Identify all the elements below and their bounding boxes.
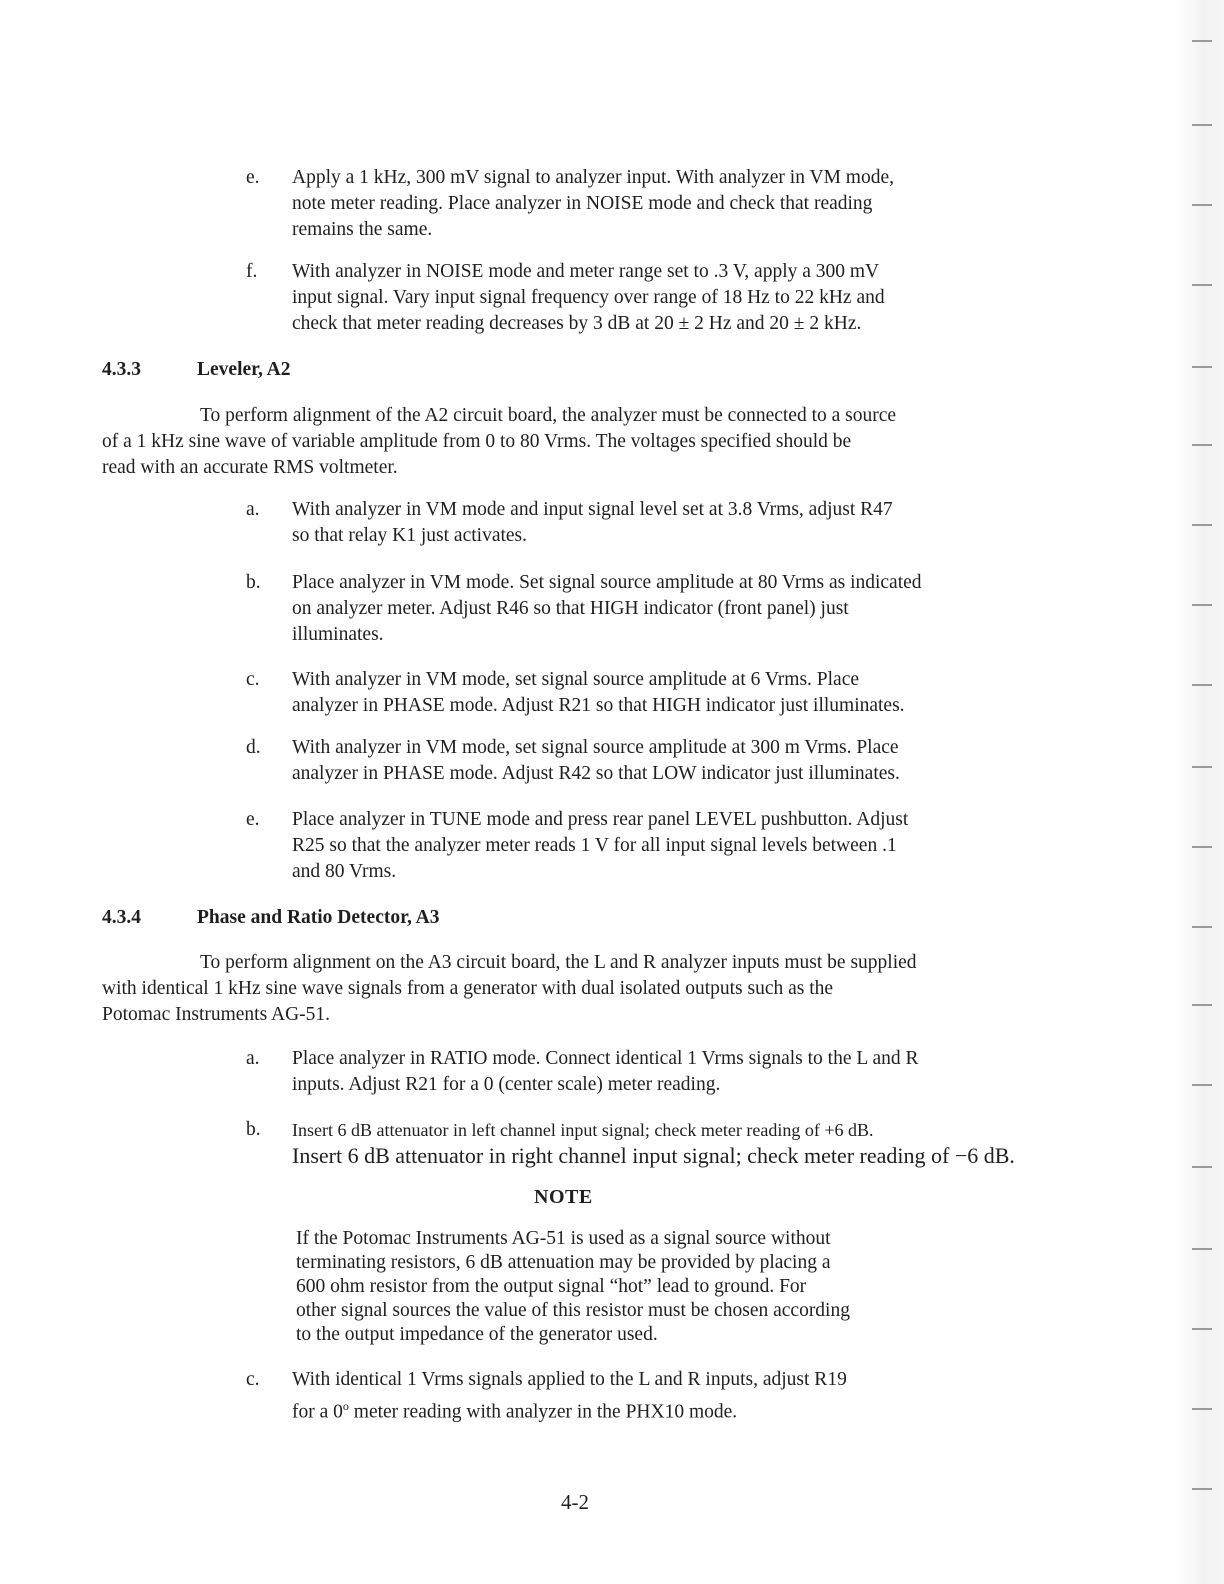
edge-tick [1192,1166,1212,1168]
degree-superscript: o [342,1399,349,1413]
text-line: on analyzer meter. Adjust R46 so that HIGH indicator (front panel) just [292,598,849,619]
text-line: With analyzer in VM mode, set signal source amplitude at 300 m Vrms. Place [292,737,899,758]
text-line: Insert 6 dB attenuator in left channel input signal; check meter reading of +6 dB. [292,1120,874,1140]
section-heading [102,357,291,383]
step-text [292,165,1052,243]
text-fragment: meter reading with analyzer in the PHX10 mode. [348,1401,738,1423]
step-item [246,165,1066,243]
note-title: NOTE [534,1186,593,1208]
step-item [246,807,1066,885]
text-line: With analyzer in NOISE mode and meter range set to .3 V, apply a 300 mV [292,261,880,282]
edge-tick [1192,1328,1212,1330]
step-letter: e. [246,809,260,830]
text-line: other signal sources the value of this resistor must be chosen according [296,1300,850,1321]
text-line: R25 so that the analyzer meter reads 1 V for all input signal levels between .1 [292,835,897,856]
step-letter: d. [246,737,261,758]
step-text [292,735,1052,787]
edge-tick [1192,204,1212,206]
step-letter: e. [246,167,260,188]
section-heading [102,905,439,931]
text-line: input signal. Vary input signal frequency over range of 18 Hz to 22 kHz and [292,287,885,308]
page-number: 4-2 [561,1490,589,1514]
step-item [246,735,1066,787]
edge-tick [1192,524,1212,526]
edge-tick [1192,124,1212,126]
text-line: note meter reading. Place analyzer in NOISE mode and check that reading [292,193,873,214]
edge-tick [1192,846,1212,848]
edge-tick [1192,284,1212,286]
text-line: to the output impedance of the generator used. [296,1324,658,1345]
section-title: Phase and Ratio Detector, A3 [197,907,440,928]
step-item [246,667,1066,719]
edge-tick [1192,926,1212,928]
text-line: With identical 1 Vrms signals applied to the L and R inputs, adjust R19 [292,1369,847,1390]
text-line: analyzer in PHASE mode. Adjust R42 so that LOW indicator just illuminates. [292,763,900,784]
section-intro [102,403,1072,481]
text-line: analyzer in PHASE mode. Adjust R21 so that HIGH indicator just illuminates. [292,695,905,716]
step-letter: c. [246,1369,260,1390]
step-item [246,497,1066,549]
section-intro [102,950,1072,1028]
text-line: To perform alignment of the A2 circuit board, the analyzer must be connected to a source [200,405,897,426]
text-line: 600 ohm resistor from the output signal “hot” lead to ground. For [296,1276,807,1297]
step-item [246,570,1066,648]
section-number: 4.3.3 [102,359,141,380]
text-line: With analyzer in VM mode, set signal source amplitude at 6 Vrms. Place [292,669,860,690]
section-title: Leveler, A2 [197,359,291,380]
step-text [292,570,1052,648]
text-line: Place analyzer in TUNE mode and press rear panel LEVEL pushbutton. Adjust [292,809,909,830]
text-line: With analyzer in VM mode and input signal level set at 3.8 Vrms, adjust R47 [292,499,893,520]
step-text [292,667,1052,719]
text-line: remains the same. [292,219,433,240]
text-line: with identical 1 kHz sine wave signals from a generator with dual isolated outputs such as the [102,978,834,999]
edge-tick [1192,1004,1212,1006]
text-line: check that meter reading decreases by 3 dB at 20 ± 2 Hz and 20 ± 2 kHz. [292,313,862,334]
edge-tick [1192,40,1212,42]
edge-tick [1192,684,1212,686]
text-line: Place analyzer in RATIO mode. Connect identical 1 Vrms signals to the L and R [292,1048,919,1069]
step-letter: a. [246,499,260,520]
edge-tick [1192,366,1212,368]
edge-tick [1192,1408,1212,1410]
edge-tick [1192,766,1212,768]
edge-tick [1192,1488,1212,1490]
text-fragment: for a 0 [292,1401,343,1423]
edge-tick [1192,444,1212,446]
step-item [246,1367,1066,1426]
text-line: terminating resistors, 6 dB attenuation may be provided by placing a [296,1252,831,1273]
text-line [292,1393,1052,1426]
section-number: 4.3.4 [102,907,141,928]
step-letter: c. [246,669,260,690]
edge-tick [1192,604,1212,606]
step-item [246,259,1066,337]
step-item [246,1046,1066,1098]
text-line: illuminates. [292,624,384,645]
step-letter: b. [246,572,261,593]
text-line: Apply a 1 kHz, 300 mV signal to analyzer input. With analyzer in VM mode, [292,167,894,188]
text-line: inputs. Adjust R21 for a 0 (center scale) meter reading. [292,1074,721,1095]
step-text [292,497,1052,549]
text-line: Potomac Instruments AG-51. [102,1004,331,1025]
text-line: Place analyzer in VM mode. Set signal source amplitude at 80 Vrms as indicated [292,572,922,593]
text-line: so that relay K1 just activates. [292,525,528,546]
step-text [292,1367,1052,1426]
step-letter: a. [246,1048,260,1069]
step-item [246,1117,1066,1169]
text-line: To perform alignment on the A3 circuit board, the L and R analyzer inputs must be supplied [200,952,917,973]
step-text [292,259,1052,337]
text-line: and 80 Vrms. [292,861,397,882]
text-line: read with an accurate RMS voltmeter. [102,457,398,478]
step-letter: b. [246,1119,261,1140]
text-line: If the Potomac Instruments AG-51 is used as a signal source without [296,1228,831,1249]
text-line: of a 1 kHz sine wave of variable amplitude from 0 to 80 Vrms. The voltages specified should be [102,431,852,452]
text-line: Insert 6 dB attenuator in right channel input signal; check meter reading of −6 dB. [292,1143,1015,1168]
step-letter: f. [246,261,258,282]
page-edge-shadow [1178,0,1224,1584]
step-text [292,1046,1052,1098]
edge-tick [1192,1248,1212,1250]
note-body [296,1227,996,1347]
step-text [292,1117,1052,1169]
step-text [292,807,1052,885]
edge-tick [1192,1084,1212,1086]
